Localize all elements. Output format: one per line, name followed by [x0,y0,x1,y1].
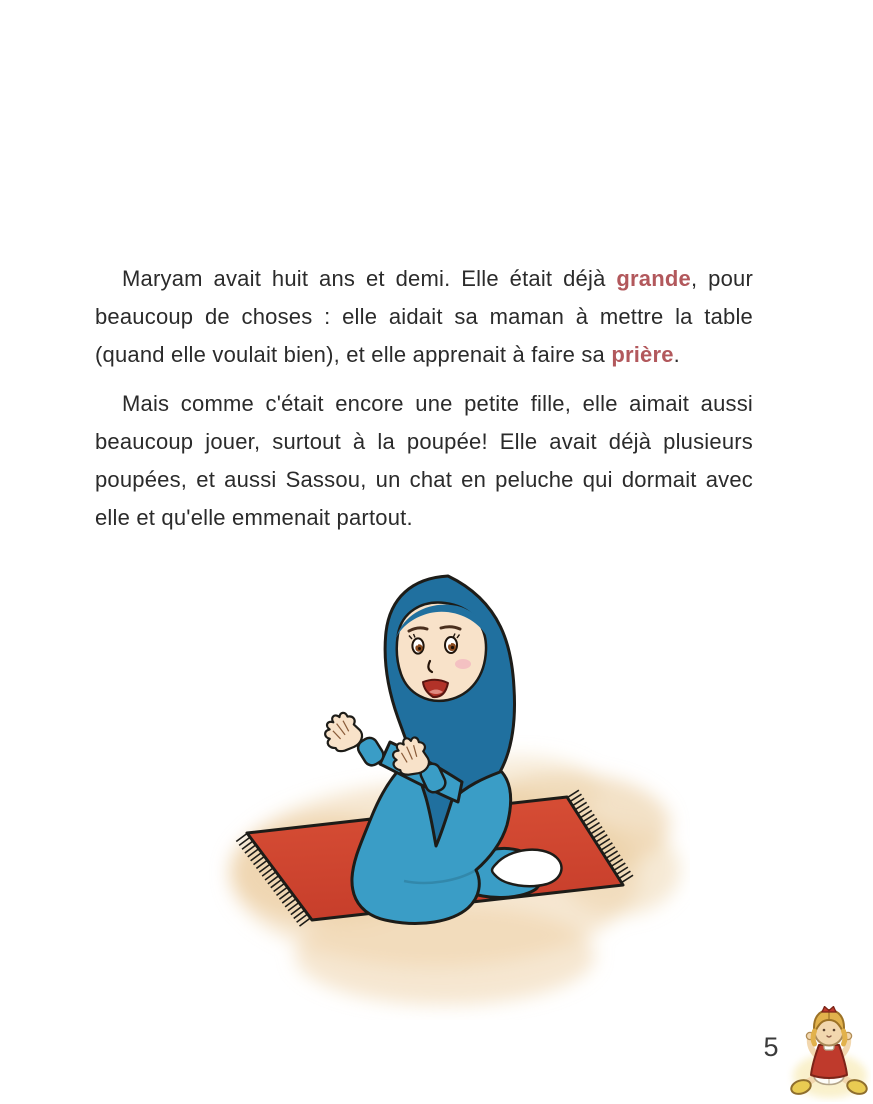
story-paragraph-2: Mais comme c'était encore une petite fille, elle aimait aussi beaucoup jouer, surtout à la poupée! Elle avait déjà plusieurs poupées, et aussi Sassou, un chat en peluche qui dormait avec elle et qu'elle emmenait partout. [95,391,753,530]
story-text [95,260,753,548]
doll-illustration [786,1006,871,1102]
prayer-illustration [190,540,690,1020]
prayer-illustration-svg [190,540,690,1020]
doll-eye-left [823,1029,826,1032]
story-paragraph-1: Maryam avait huit ans et demi. Elle était déjà grande, pour beaucoup de choses : elle aidait sa maman à mettre la table (quand elle voulait bien), et elle apprenait à faire sa prière. [95,266,753,367]
doll-figure [789,1007,868,1097]
doll-eye-right [833,1029,836,1032]
praying-girl [317,576,562,923]
cheek-blush [455,659,471,669]
page-number: 5 [763,1032,779,1062]
doll-svg [786,1006,871,1102]
